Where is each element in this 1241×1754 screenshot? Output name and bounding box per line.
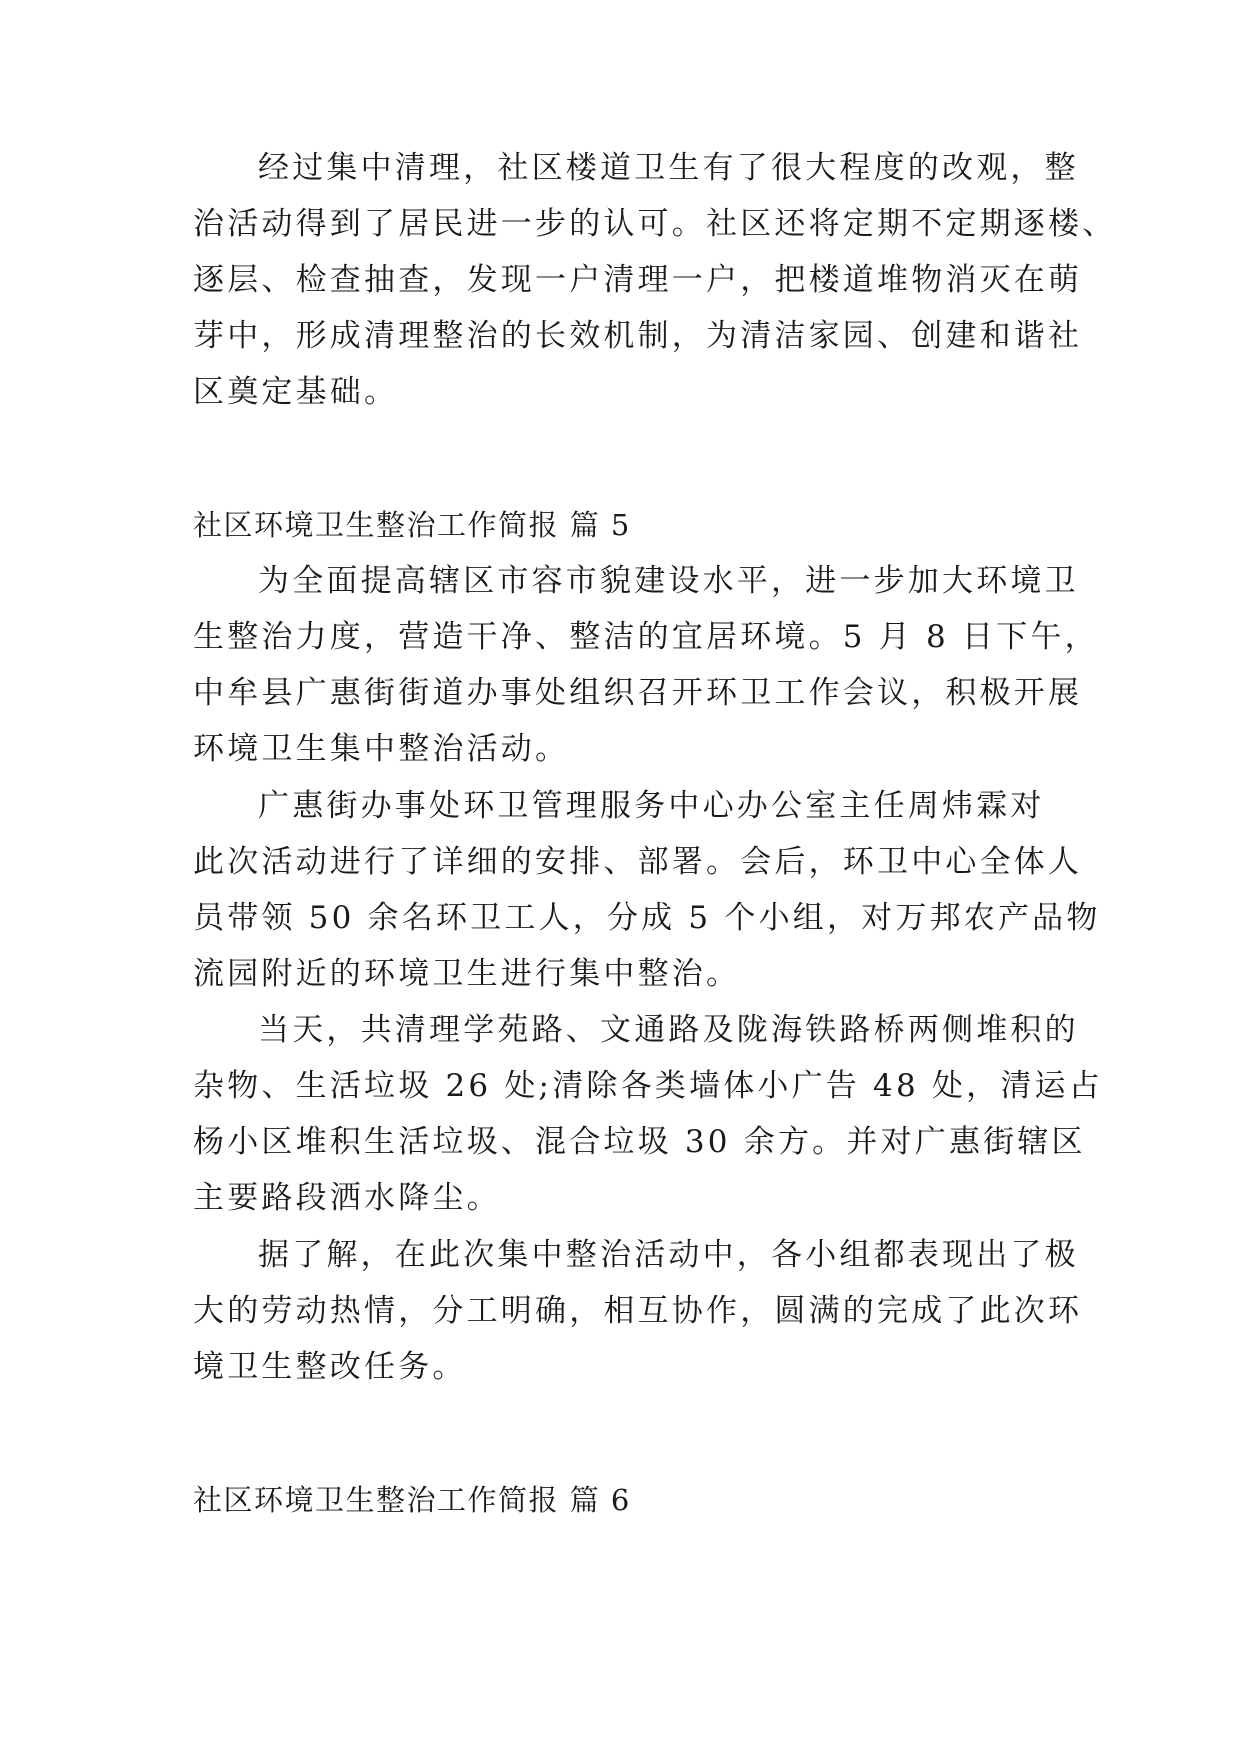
text-line: 员带领 50 余名环卫工人，分成 5 个小组，对万邦农产品物 (193, 900, 1101, 936)
text-line: 广惠街办事处环卫管理服务中心办公室主任周炜霖对 (258, 788, 1045, 824)
text-line: 境卫生整改任务。 (193, 1349, 467, 1385)
section-heading: 社区环境卫生整治工作简报 篇 6 (193, 1483, 631, 1517)
text-line: 据了解，在此次集中整治活动中，各小组都表现出了极 (258, 1237, 1079, 1273)
text-line: 此次活动进行了详细的安排、部署。会后，环卫中心全体人 (193, 844, 1083, 880)
text-line: 治活动得到了居民进一步的认可。社区还将定期不定期逐楼、 (193, 206, 1117, 242)
text-line: 中牟县广惠街街道办事处组织召开环卫工作会议，积极开展 (193, 675, 1083, 711)
text-line: 为全面提高辖区市容市貌建设水平，进一步加大环境卫 (258, 563, 1079, 599)
text-line: 区奠定基础。 (193, 374, 399, 410)
text-line: 当天，共清理学苑路、文通路及陇海铁路桥两侧堆积的 (258, 1012, 1079, 1048)
text-line: 大的劳动热情，分工明确，相互协作，圆满的完成了此次环 (193, 1293, 1083, 1329)
text-line: 杨小区堆积生活垃圾、混合垃圾 30 余方。并对广惠街辖区 (193, 1124, 1086, 1160)
text-line: 杂物、生活垃圾 26 处;清除各类墙体小广告 48 处，清运占 (193, 1068, 1103, 1104)
text-line: 经过集中清理，社区楼道卫生有了很大程度的改观，整 (258, 150, 1079, 186)
text-line: 环境卫生集中整治活动。 (193, 731, 570, 767)
text-line: 主要路段洒水降尘。 (193, 1180, 501, 1216)
text-line: 流园附近的环境卫生进行集中整治。 (193, 956, 741, 992)
text-line: 逐层、检查抽查，发现一户清理一户，把楼道堆物消灭在萌 (193, 262, 1083, 298)
section-heading: 社区环境卫生整治工作简报 篇 5 (193, 508, 631, 542)
text-line: 芽中，形成清理整治的长效机制，为清洁家园、创建和谐社 (193, 318, 1083, 354)
text-line: 生整治力度，营造干净、整洁的宜居环境。5 月 8 日下午， (193, 619, 1099, 655)
